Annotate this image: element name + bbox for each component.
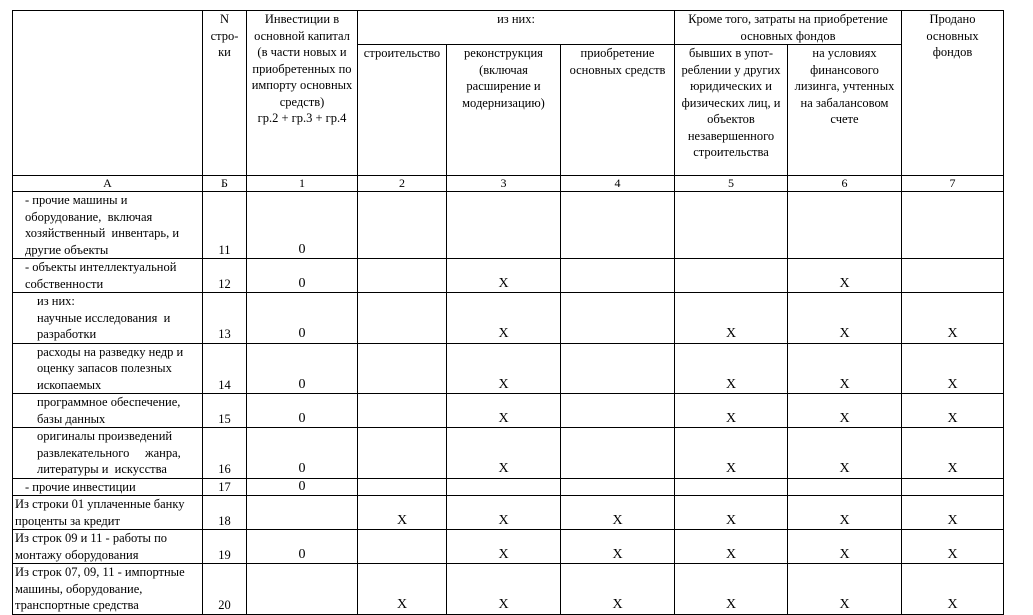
row-name-line: базы данных — [37, 411, 106, 426]
value-cell-col-2 — [358, 343, 447, 394]
value-cell-col-7: X — [902, 293, 1004, 344]
row-name-line: литературы и искусства — [37, 462, 167, 476]
value-cell-col-6: X — [788, 259, 902, 293]
row-number-cell: 20 — [203, 564, 247, 615]
row-name-cell — [13, 564, 203, 615]
value-cell-col-3: X — [447, 530, 561, 564]
value-cell-col-7 — [902, 192, 1004, 259]
value-cell-col-5: X — [675, 530, 788, 564]
row-number-cell: 16 — [203, 428, 247, 479]
header-text-line: приобретение — [580, 46, 655, 60]
row-number-cell: 19 — [203, 530, 247, 564]
row-name-line: разработки — [37, 327, 97, 341]
header-col-4-acquisition — [561, 45, 675, 176]
row-number-cell: 11 — [203, 192, 247, 259]
header-text-line: Кроме того, затраты на приобретение — [688, 12, 888, 26]
value-cell-col-2 — [358, 530, 447, 564]
value-cell-col-1: 0 — [247, 428, 358, 479]
column-index-cell: 1 — [247, 176, 358, 192]
value-cell-col-6: X — [788, 428, 902, 479]
value-cell-col-7: X — [902, 343, 1004, 394]
value-cell-col-7: X — [902, 564, 1004, 615]
column-index-cell: А — [13, 176, 203, 192]
header-col-7-sold — [902, 11, 1004, 176]
value-cell-col-1 — [247, 564, 358, 615]
header-text-line: основных — [926, 28, 979, 43]
row-number-cell: 14 — [203, 343, 247, 394]
header-text-line: (включая — [479, 62, 528, 77]
value-cell-col-4 — [561, 478, 675, 496]
value-cell-col-6: X — [788, 530, 902, 564]
header-text-line: Инвестиции в — [264, 12, 340, 26]
value-cell-col-5 — [675, 259, 788, 293]
row-number-cell: 17 — [203, 478, 247, 496]
header-text-line: счете — [830, 112, 859, 126]
row-name-line: оценку запасов полезных — [37, 361, 172, 375]
column-index-cell: 2 — [358, 176, 447, 192]
value-cell-col-4 — [561, 428, 675, 479]
value-cell-col-2 — [358, 394, 447, 428]
value-cell-col-1: 0 — [247, 343, 358, 394]
row-name-line: машины, оборудование, — [15, 581, 143, 596]
header-text-line: на условиях — [812, 46, 877, 60]
header-text-line: основных средств — [569, 62, 666, 77]
row-name-line: Из строк 09 и 11 - работы по — [15, 531, 168, 545]
investment-report-table — [12, 10, 1004, 615]
value-cell-col-5: X — [675, 428, 788, 479]
value-cell-col-4 — [561, 259, 675, 293]
value-cell-col-2: X — [358, 564, 447, 615]
header-text-line: (в части новых и — [257, 45, 347, 59]
value-cell-col-5 — [675, 192, 788, 259]
value-cell-col-4 — [561, 192, 675, 259]
header-text-line: реблении у других — [681, 62, 781, 77]
header-text-line: гр.2 + гр.3 + гр.4 — [257, 111, 347, 125]
row-name-line: другие объекты — [25, 242, 109, 257]
value-cell-col-2 — [358, 428, 447, 479]
row-number-cell: 15 — [203, 394, 247, 428]
value-cell-col-6 — [788, 478, 902, 496]
header-col-1-investments — [247, 11, 358, 176]
value-cell-col-7: X — [902, 394, 1004, 428]
row-number-cell: 18 — [203, 496, 247, 530]
row-name-line: научные исследования и — [37, 310, 171, 325]
header-text-line: модернизацию) — [462, 95, 545, 110]
value-cell-col-1: 0 — [247, 259, 358, 293]
value-cell-col-5: X — [675, 394, 788, 428]
header-col-6-leasing — [788, 45, 902, 176]
value-cell-col-5: X — [675, 496, 788, 530]
value-cell-col-6: X — [788, 564, 902, 615]
header-row-number — [203, 11, 247, 176]
value-cell-col-5: X — [675, 564, 788, 615]
value-cell-col-1 — [247, 496, 358, 530]
row-name-line: Из строки 01 уплаченные банку — [15, 497, 185, 511]
value-cell-col-7: X — [902, 496, 1004, 530]
row-name-cell — [13, 394, 203, 428]
value-cell-col-7: X — [902, 530, 1004, 564]
header-text-line: на забалансовом — [800, 95, 889, 110]
report-table-container — [12, 10, 1004, 615]
value-cell-col-5: X — [675, 343, 788, 394]
table-row — [13, 428, 1004, 479]
value-cell-col-3: X — [447, 394, 561, 428]
table-body — [13, 192, 1004, 615]
row-name-line: транспортные средства — [15, 598, 139, 612]
row-name-line: из них: — [37, 294, 75, 308]
header-text-line: приобретенных по — [252, 61, 352, 76]
header-text-line: основной капитал — [254, 28, 350, 43]
header-text-line: ки — [218, 45, 231, 59]
header-text-line: N — [219, 12, 230, 26]
value-cell-col-6: X — [788, 293, 902, 344]
column-index-cell: 5 — [675, 176, 788, 192]
value-cell-col-1: 0 — [247, 293, 358, 344]
value-cell-col-6: X — [788, 496, 902, 530]
row-name-line: программное обеспечение, — [37, 395, 181, 409]
header-col-2-construction — [358, 45, 447, 176]
row-name-line: оборудование, включая — [25, 209, 153, 224]
header-text-line: лизинга, учтенных — [794, 79, 895, 93]
value-cell-col-1: 0 — [247, 192, 358, 259]
value-cell-col-4 — [561, 343, 675, 394]
value-cell-col-7 — [902, 259, 1004, 293]
header-text-line: финансового — [810, 62, 879, 77]
table-row — [13, 394, 1004, 428]
row-name-cell — [13, 192, 203, 259]
header-col-a — [13, 11, 203, 176]
header-row-1 — [13, 11, 1004, 45]
header-text-line: стро- — [210, 28, 239, 43]
row-name-cell — [13, 343, 203, 394]
value-cell-col-1: 0 — [247, 530, 358, 564]
table-row — [13, 564, 1004, 615]
value-cell-col-4 — [561, 394, 675, 428]
header-text-line: объектов — [707, 112, 755, 126]
row-name-line: ископаемых — [37, 377, 102, 392]
header-text-line: реконструкция — [464, 46, 543, 60]
row-name-line: - объекты интеллектуальной — [25, 260, 177, 274]
value-cell-col-1: 0 — [247, 394, 358, 428]
row-name-line: оригиналы произведений — [37, 429, 173, 443]
header-text-line: юридических и — [690, 79, 772, 93]
value-cell-col-1: 0 — [247, 478, 358, 496]
value-cell-col-3: X — [447, 259, 561, 293]
value-cell-col-4: X — [561, 496, 675, 530]
row-name-cell — [13, 530, 203, 564]
value-cell-col-6: X — [788, 343, 902, 394]
row-name-cell — [13, 478, 203, 496]
row-name-cell — [13, 259, 203, 293]
value-cell-col-4 — [561, 293, 675, 344]
value-cell-col-3: X — [447, 496, 561, 530]
row-number-cell: 12 — [203, 259, 247, 293]
table-row — [13, 478, 1004, 496]
header-col-3-reconstruction — [447, 45, 561, 176]
row-name-line: расходы на разведку недр и — [37, 344, 184, 359]
value-cell-col-3: X — [447, 564, 561, 615]
row-name-line: хозяйственный инвентарь, и — [25, 226, 180, 240]
table-row — [13, 259, 1004, 293]
row-name-line: развлекательного жанра, — [37, 445, 181, 460]
value-cell-col-5 — [675, 478, 788, 496]
value-cell-col-2 — [358, 192, 447, 259]
value-cell-col-6 — [788, 192, 902, 259]
column-index-cell: 6 — [788, 176, 902, 192]
value-cell-col-6: X — [788, 394, 902, 428]
row-name-line: проценты за кредит — [15, 513, 120, 528]
row-number-cell: 13 — [203, 293, 247, 344]
row-name-line: собственности — [25, 276, 104, 291]
value-cell-col-2 — [358, 259, 447, 293]
table-row — [13, 496, 1004, 530]
table-row — [13, 343, 1004, 394]
row-name-cell — [13, 293, 203, 344]
value-cell-col-7 — [902, 478, 1004, 496]
value-cell-col-3: X — [447, 293, 561, 344]
header-text-line: бывших в упот- — [688, 46, 774, 60]
row-name-cell — [13, 496, 203, 530]
table-row — [13, 293, 1004, 344]
header-group-of-which: из них: — [358, 11, 675, 45]
header-text-line: строительство — [363, 46, 441, 60]
table-row — [13, 192, 1004, 259]
row-name-line: монтажу оборудования — [15, 547, 139, 562]
value-cell-col-3 — [447, 478, 561, 496]
column-index-cell: 4 — [561, 176, 675, 192]
value-cell-col-2 — [358, 293, 447, 344]
row-name-line: - прочие машины и — [25, 193, 128, 207]
header-text-line: физических лиц, и — [681, 95, 781, 110]
header-text-line: основных фондов — [740, 28, 836, 43]
header-text-line: импорту основных — [251, 78, 353, 92]
row-name-cell — [13, 428, 203, 479]
value-cell-col-7: X — [902, 428, 1004, 479]
column-index-cell: 7 — [902, 176, 1004, 192]
value-cell-col-4: X — [561, 564, 675, 615]
header-text-line: незавершенного — [687, 128, 775, 143]
value-cell-col-3: X — [447, 428, 561, 479]
column-index-cell: 3 — [447, 176, 561, 192]
header-group-additional-costs — [675, 11, 902, 45]
value-cell-col-2: X — [358, 496, 447, 530]
value-cell-col-3 — [447, 192, 561, 259]
header-text-line: фондов — [932, 45, 973, 59]
value-cell-col-3: X — [447, 343, 561, 394]
value-cell-col-5: X — [675, 293, 788, 344]
header-text-line: Продано — [929, 12, 976, 26]
table-row — [13, 530, 1004, 564]
header-text-line: строительства — [693, 145, 769, 159]
value-cell-col-4: X — [561, 530, 675, 564]
row-name-line: - прочие инвестиции — [25, 479, 136, 494]
header-text-line: расширение и — [466, 79, 541, 93]
header-text-line: средств) — [279, 94, 325, 109]
column-index-cell: Б — [203, 176, 247, 192]
column-index-row — [13, 176, 1004, 192]
row-name-line: Из строк 07, 09, 11 - импортные — [15, 565, 185, 579]
header-col-5-used-assets — [675, 45, 788, 176]
value-cell-col-2 — [358, 478, 447, 496]
